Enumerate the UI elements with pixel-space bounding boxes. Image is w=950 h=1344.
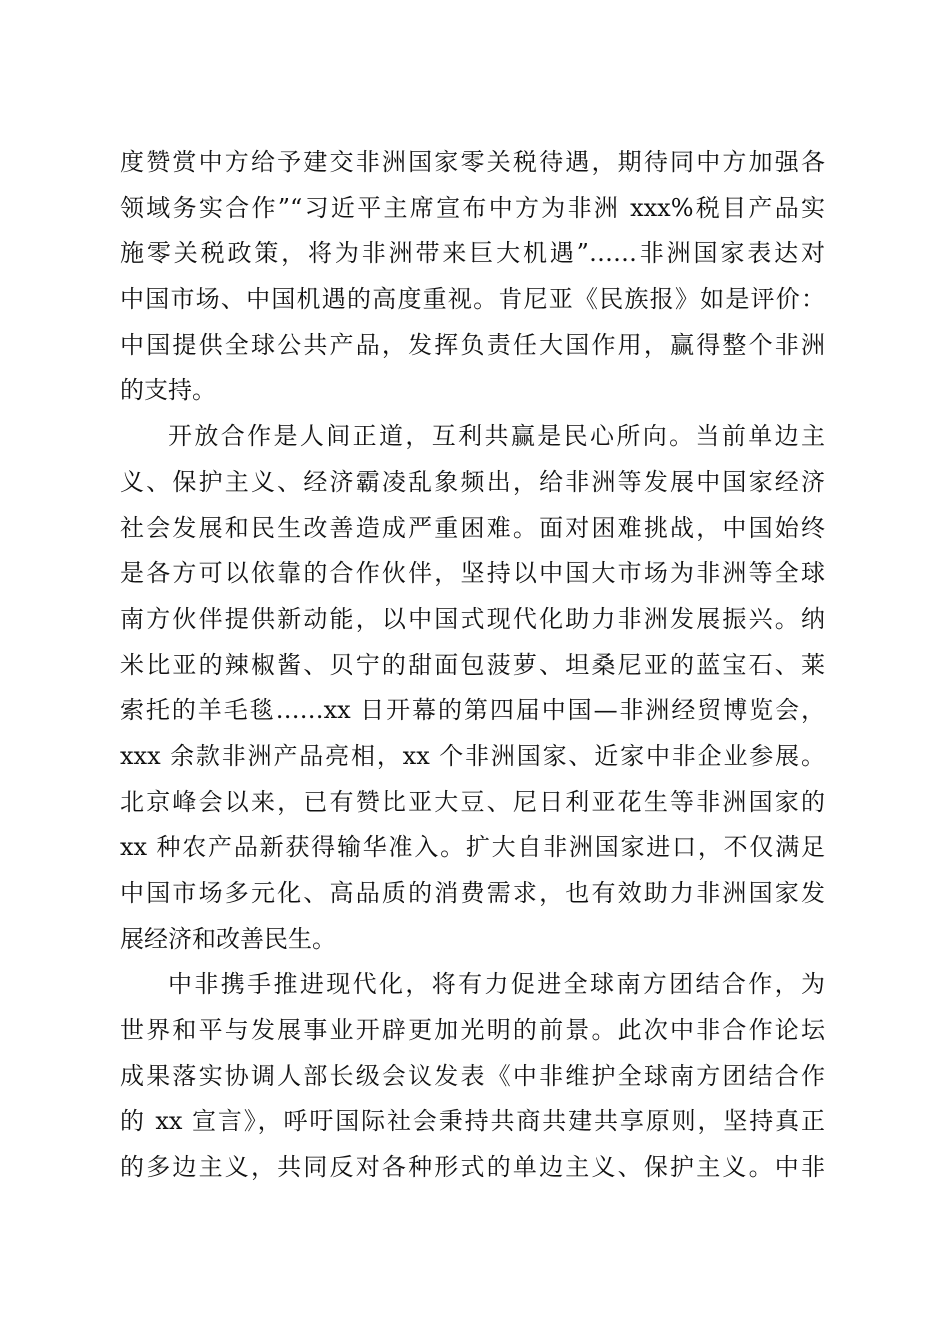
text-line: 展经济和改善民生。 — [120, 924, 336, 953]
text-line: 北京峰会以来，已有赞比亚大豆、尼日利亚花生等非洲国家的 — [120, 787, 825, 816]
text-line: xxx 余款非洲产品亮相，xx 个非洲国家、近家中非企业参展。 — [120, 741, 825, 770]
text-line: 中国市场、中国机遇的高度重视。肯尼亚《民族报》如是评价： — [120, 285, 825, 314]
text-line: 索托的羊毛毯……xx 日开幕的第四届中国—非洲经贸博览会， — [120, 696, 825, 725]
text-line: 中非携手推进现代化，将有力促进全球南方团结合作，为 — [168, 970, 825, 999]
text-line: 的 xx 宣言》，呼吁国际社会秉持共商共建共享原则，坚持真正 — [120, 1107, 825, 1136]
text-line: 领域务实合作”“习近平主席宣布中方为非洲 xxx%税目产品实 — [120, 193, 825, 222]
text-line: 世界和平与发展事业开辟更加光明的前景。此次中非合作论坛 — [120, 1016, 825, 1045]
paragraph-1 — [120, 140, 825, 414]
paragraph-2 — [120, 414, 825, 962]
text-line: 度赞赏中方给予建交非洲国家零关税待遇，期待同中方加强各 — [120, 148, 825, 176]
text-line: 南方伙伴提供新动能，以中国式现代化助力非洲发展振兴。纳 — [120, 604, 825, 633]
text-line: 社会发展和民生改善造成严重困难。面对困难挑战，中国始终 — [120, 513, 825, 542]
text-line: 成果落实协调人部长级会议发表《中非维护全球南方团结合作 — [120, 1061, 825, 1090]
text-line: 是各方可以依靠的合作伙伴，坚持以中国大市场为非洲等全球 — [120, 559, 825, 588]
text-line: 的支持。 — [120, 376, 216, 405]
text-line: 施零关税政策，将为非洲带来巨大机遇”……非洲国家表达对 — [120, 239, 825, 268]
text-line: 义、保护主义、经济霸凌乱象频出，给非洲等发展中国家经济 — [120, 467, 825, 496]
text-line: 中国市场多元化、高品质的消费需求，也有效助力非洲国家发 — [120, 879, 825, 907]
text-line: 中国提供全球公共产品，发挥负责任大国作用，赢得整个非洲 — [120, 330, 825, 359]
text-line: 米比亚的辣椒酱、贝宁的甜面包菠萝、坦桑尼亚的蓝宝石、莱 — [120, 650, 825, 679]
paragraph-3 — [120, 962, 825, 1190]
text-line: xx 种农产品新获得输华准入。扩大自非洲国家进口，不仅满足 — [120, 833, 825, 862]
text-line: 的多边主义，共同反对各种形式的单边主义、保护主义。中非 — [120, 1153, 825, 1182]
text-line: 开放合作是人间正道，互利共赢是民心所向。当前单边主 — [168, 422, 825, 451]
document-body — [120, 140, 825, 1191]
